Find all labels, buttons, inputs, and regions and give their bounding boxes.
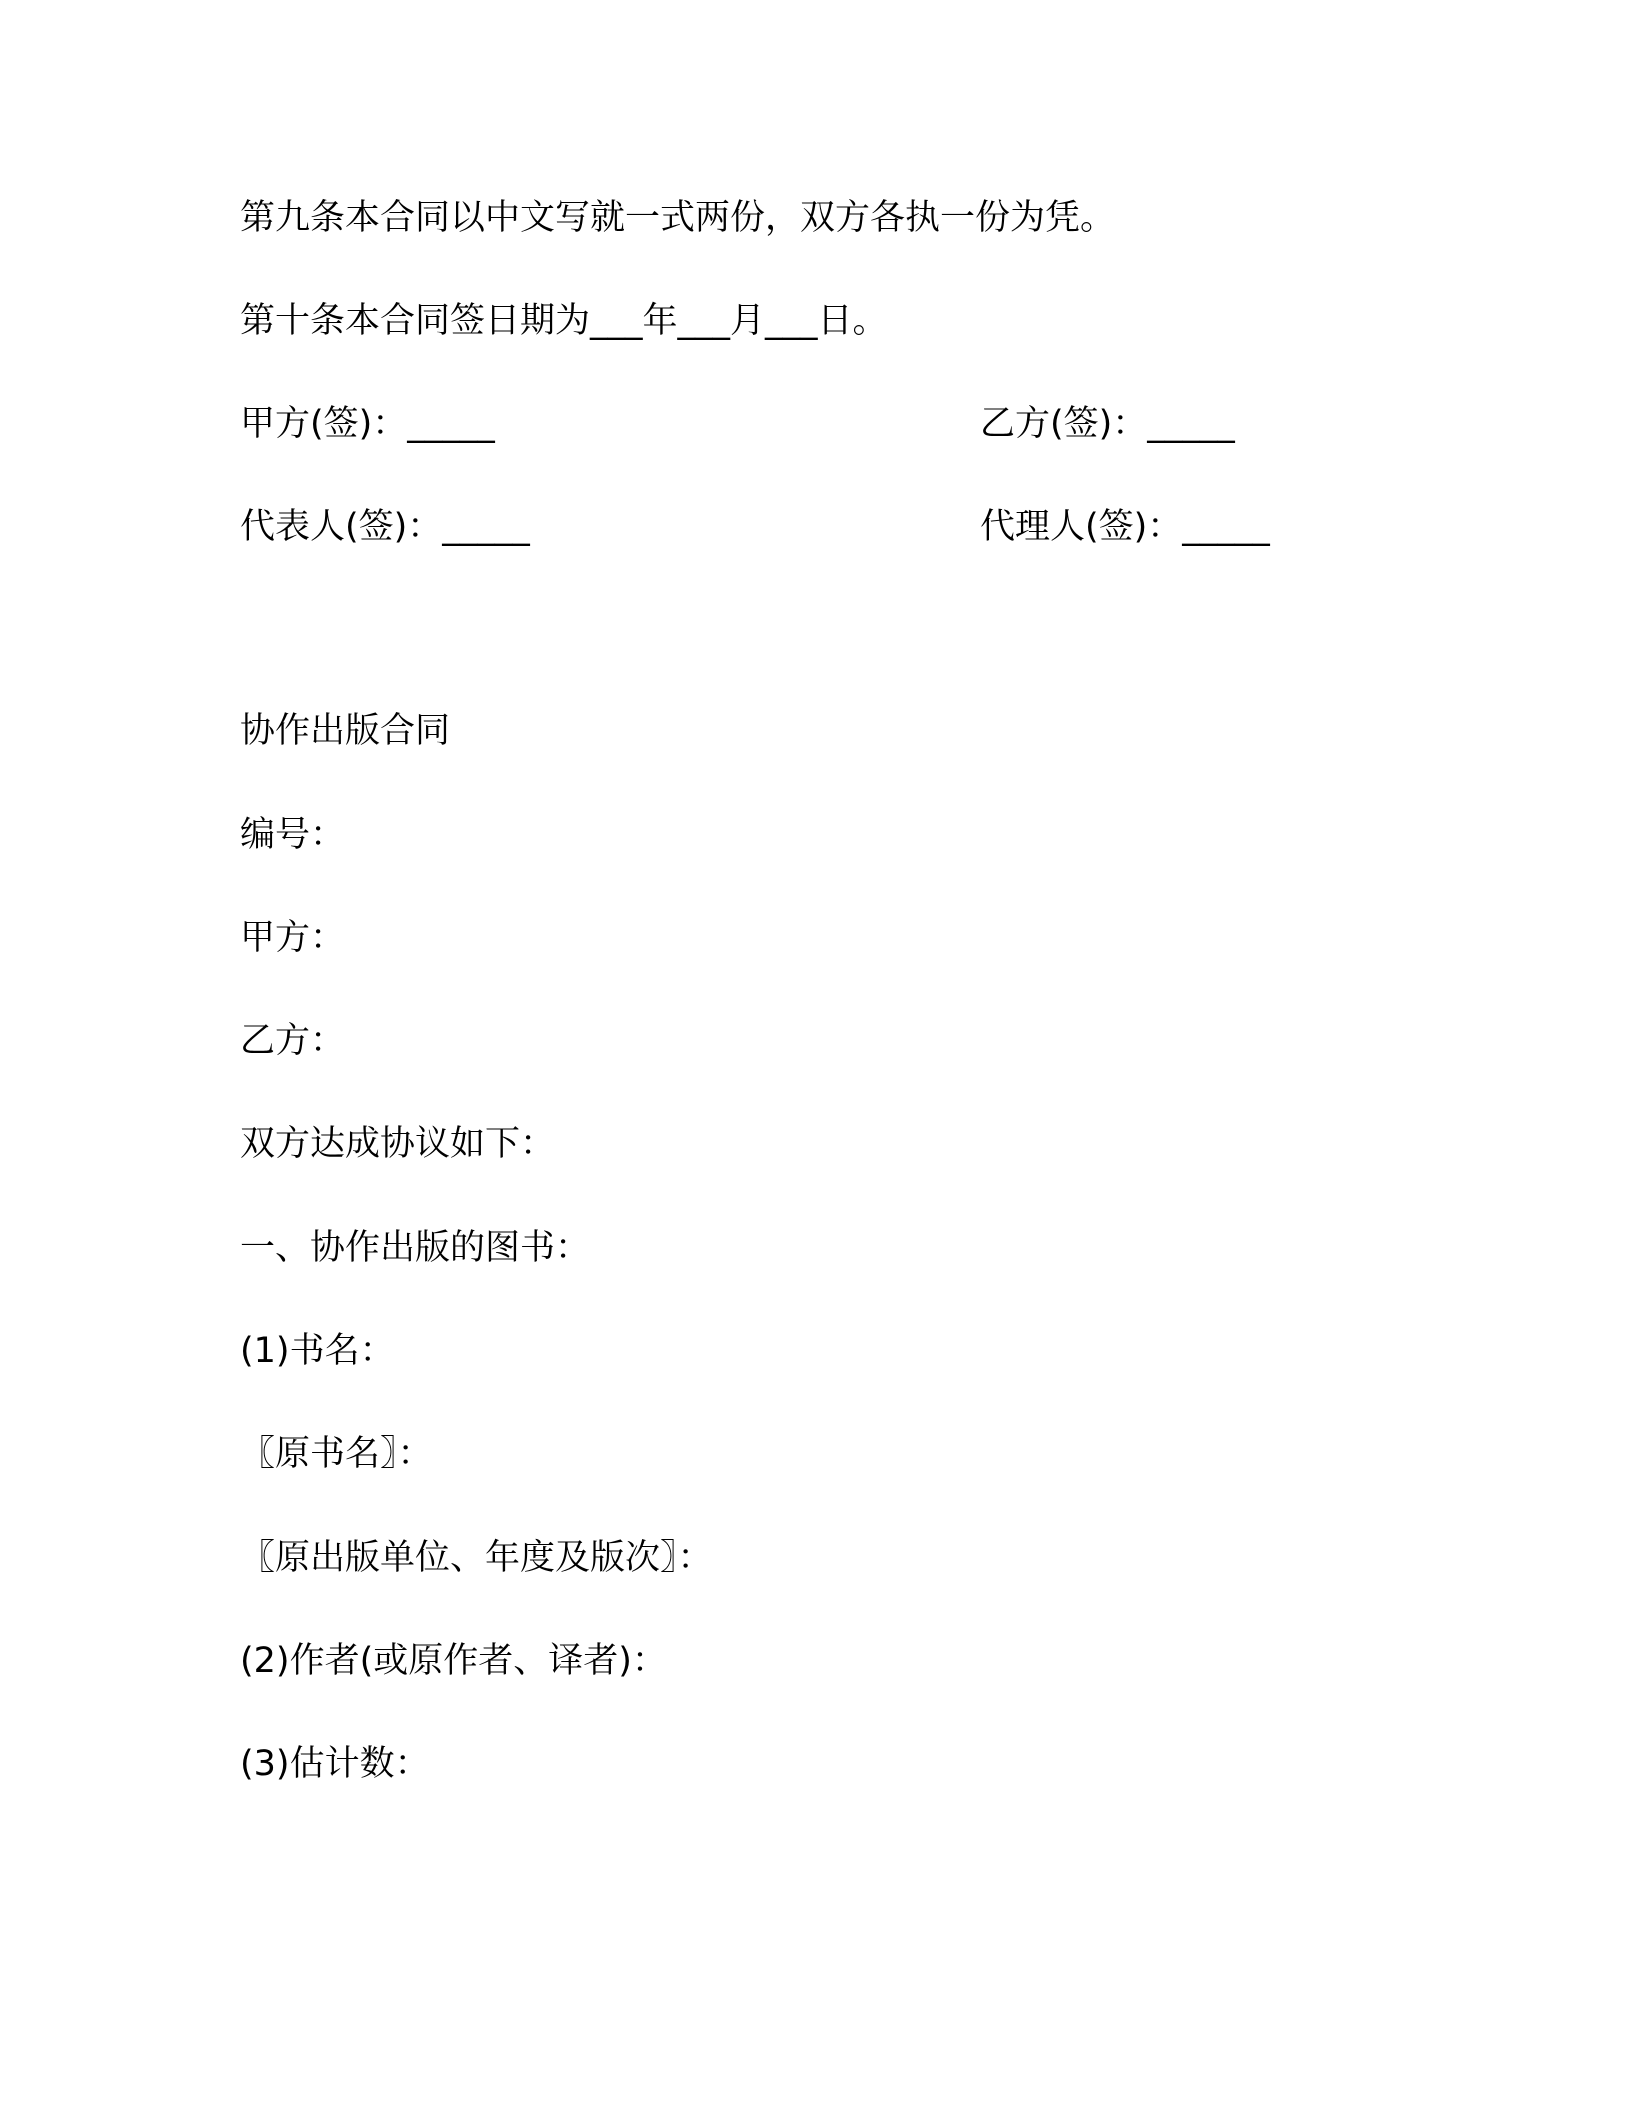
party-a-label: 甲方： (240, 918, 346, 958)
article-9-text: 第九条本合同以中文写就一式两份，双方各执一份为凭。 (240, 198, 1116, 238)
original-publisher-label: 〖原出版单位、年度及版次〗： (240, 1538, 713, 1578)
contract-number-label: 编号： (240, 815, 346, 855)
agreement-intro: 双方达成协议如下： (240, 1124, 556, 1164)
estimated-count-label: (3)估计数： (240, 1744, 430, 1784)
article-10-text: 第十条本合同签日期为___年___月___日。 (240, 301, 888, 341)
section-1-heading: 一、协作出版的图书： (240, 1228, 591, 1268)
agent-signature: 代理人(签)：_____ (980, 507, 1270, 547)
party-b-signature: 乙方(签)：_____ (980, 404, 1235, 444)
original-title-label: 〖原书名〗： (240, 1434, 433, 1474)
author-label: (2)作者(或原作者、译者)： (240, 1641, 667, 1681)
representative-signature: 代表人(签)：_____ (240, 507, 530, 547)
party-a-signature: 甲方(签)：_____ (240, 404, 495, 444)
contract-title: 协作出版合同 (240, 711, 451, 751)
party-b-label: 乙方： (240, 1021, 346, 1061)
book-title-label: (1)书名： (240, 1331, 395, 1371)
